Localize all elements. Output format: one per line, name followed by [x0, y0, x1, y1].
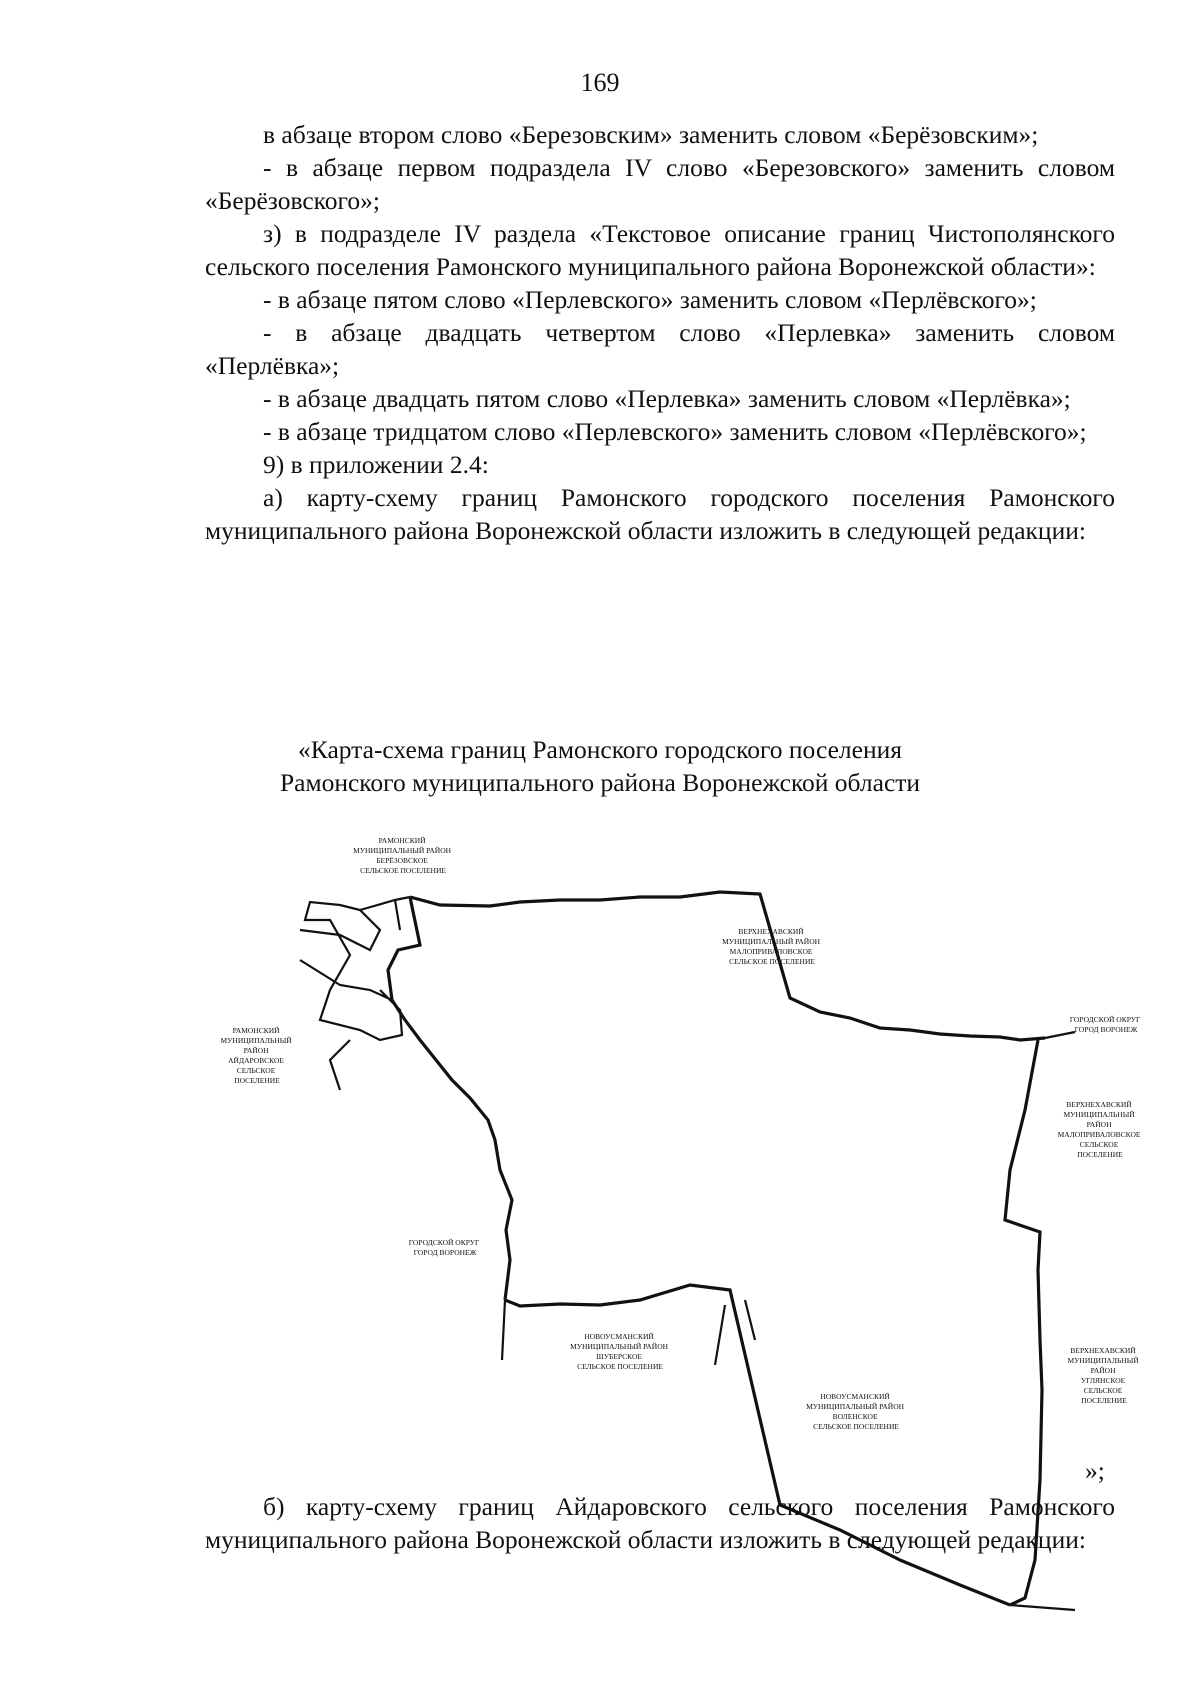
map-title: [0, 733, 1200, 799]
paragraph: б) карту-схему границ Айдаровского сельского поселения Рамонского муниципального района Воронежской области изложить в следующей редакции:: [205, 1492, 1115, 1554]
external-boundary-line: [1010, 1605, 1075, 1610]
paragraph: - в абзаце пятом слово «Перлевского» заменить словом «Перлёвского»;: [263, 285, 1037, 314]
paragraph: в абзаце втором слово «Березовским» заменить словом «Берёзовским»;: [263, 120, 1039, 149]
map-title-line: «Карта-схема границ Рамонского городского поселения: [298, 735, 902, 764]
body-text-bottom: [205, 1490, 1115, 1556]
map-label-aidarovskoe: РАМОНСКИЙ МУНИЦИПАЛЬНЫЙ РАЙОН АЙДАРОВСКОЕ СЕЛЬСКОЕ ПОСЕЛЕНИЕ: [220, 1026, 292, 1085]
settlement-boundary-west: [388, 897, 512, 1300]
map-label-voronezh-west: ГОРОДСКОЙ ОКРУГ ГОРОД ВОРОНЕЖ: [408, 1238, 480, 1257]
settlement-boundary-northwest: [300, 897, 410, 1090]
map-label-novousman-volenskoe: НОВОУСМАНСКИЙ МУНИЦИПАЛЬНЫЙ РАЙОН ВОЛЕНСКОЕ СЕЛЬСКОЕ ПОСЕЛЕНИЕ: [806, 1392, 905, 1431]
external-boundary-line: [715, 1305, 725, 1365]
paragraph: 9) в приложении 2.4:: [263, 450, 489, 479]
map-label-novousman-shuberskoe: НОВОУСМАНСКИЙ МУНИЦИПАЛЬНЫЙ РАЙОН ШУБЕРСКОЕ СЕЛЬСКОЕ ПОСЕЛЕНИЕ: [570, 1332, 669, 1371]
paragraph: з) в подразделе IV раздела «Текстовое описание границ Чистополянского сельского поселения Рамонского муниципального района Воронежской области»:: [205, 219, 1115, 281]
closing-quote: »;: [1085, 1456, 1105, 1485]
map-label-voronezh-ne: ГОРОДСКОЙ ОКРУГ ГОРОД ВОРОНЕЖ: [1069, 1015, 1141, 1034]
map-label-verkhnekhava-north: ВЕРХНЕХАВСКИЙ МУНИЦИПАЛЬНЫЙ РАЙОН МАЛОПРИВАЛОВСКОЕ СЕЛЬСКОЕ ПОСЕЛЕНИЕ: [722, 927, 821, 966]
external-boundary-line: [745, 1300, 755, 1340]
settlement-boundary: [410, 892, 1045, 1040]
paragraph: - в абзаце тридцатом слово «Перлевского» заменить словом «Перлёвского»;: [263, 417, 1087, 446]
paragraph: а) карту-схему границ Рамонского городского поселения Рамонского муниципального района Воронежской области изложить в следующей редакции:: [205, 483, 1115, 545]
paragraph: - в абзаце двадцать четвертом слово «Перлевка» заменить словом «Перлёвка»;: [205, 318, 1115, 380]
settlement-boundary-south: [505, 1285, 1010, 1605]
external-boundary-line: [502, 1300, 505, 1360]
page-number: 169: [580, 68, 620, 97]
body-text-top: [205, 118, 1115, 547]
map-title-line: Рамонского муниципального района Воронежской области: [279, 768, 921, 797]
map-label-verkhnekhava-east: ВЕРХНЕХАВСКИЙ МУНИЦИПАЛЬНЫЙ РАЙОН МАЛОПРИВАЛОВСКОЕ СЕЛЬСКОЕ ПОСЕЛЕНИЕ: [1057, 1100, 1141, 1159]
paragraph: - в абзаце первом подраздела IV слово «Березовского» заменить словом «Берёзовского»;: [205, 153, 1115, 215]
map-label-berezovskoe: РАМОНСКИЙ МУНИЦИПАЛЬНЫЙ РАЙОН БЕРЁЗОВСКОЕ СЕЛЬСКОЕ ПОСЕЛЕНИЕ: [353, 836, 452, 875]
external-boundary-line: [1045, 1032, 1075, 1038]
paragraph: - в абзаце двадцать пятом слово «Перлевка» заменить словом «Перлёвка»;: [263, 384, 1071, 413]
map-label-verkhnekhava-uglyanskoe: ВЕРХНЕХАВСКИЙ МУНИЦИПАЛЬНЫЙ РАЙОН УГЛЯНСКОЕ СЕЛЬСКОЕ ПОСЕЛЕНИЕ: [1067, 1346, 1139, 1405]
